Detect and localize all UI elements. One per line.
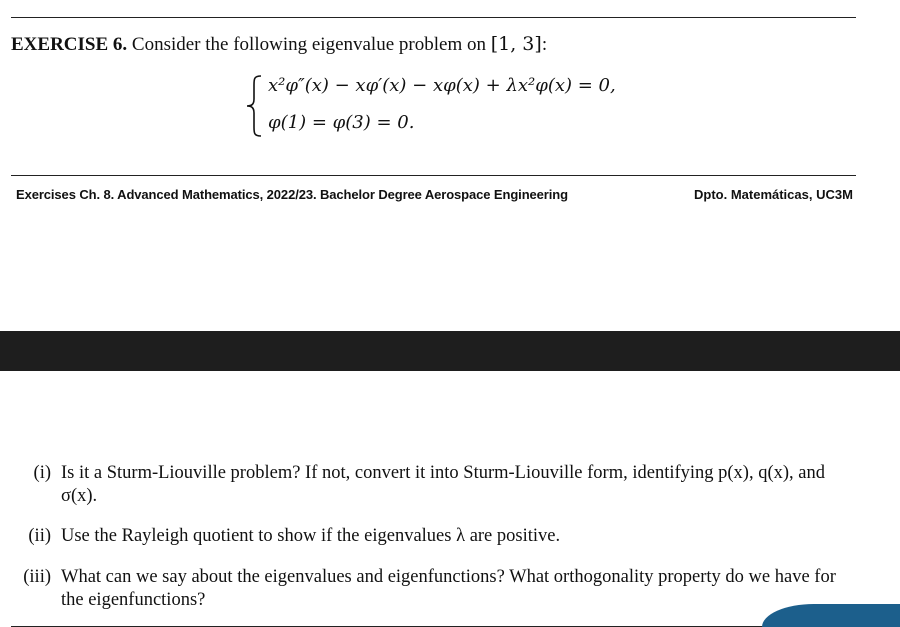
exercise-text: Consider the following eigenvalue problem on (131, 34, 486, 55)
exercise-colon: : (541, 34, 548, 55)
equation-system (244, 73, 664, 139)
question-item (33, 462, 861, 508)
question-text: What can we say about the eigenvalues and eigenfunctions? What orthogonality property do we have for the eigenfunctions? (61, 567, 836, 610)
top-rule (11, 17, 856, 18)
exercise-label: EXERCISE 6. (11, 34, 128, 55)
exercise-interval: [1, 3] (490, 33, 542, 55)
question-label: (iii) (23, 567, 51, 587)
question-item (28, 525, 861, 548)
differential-equation: x²φ″(x) − xφ′(x) − xφ(x) + λx²φ(x) = 0, (268, 75, 616, 96)
left-brace-icon (244, 73, 264, 139)
question-label: (ii) (28, 526, 51, 546)
question-label: (i) (33, 463, 51, 483)
footer-rule (11, 175, 856, 176)
footer-department: Dpto. Matemáticas, UC3M (694, 187, 853, 202)
exercise-heading (11, 33, 547, 56)
footer-course-info: Exercises Ch. 8. Advanced Mathematics, 2022/23. Bachelor Degree Aerospace Engineering (16, 187, 568, 202)
boundary-conditions: φ(1) = φ(3) = 0. (268, 112, 415, 133)
page-separator-band (0, 331, 900, 371)
question-text: Is it a Sturm-Liouville problem? If not, convert it into Sturm-Liouville form, identifying p(x), q(x), and σ(x). (61, 463, 826, 506)
question-text: Use the Rayleigh quotient to show if the eigenvalues λ are positive. (61, 526, 561, 546)
decorative-corner-shape (762, 604, 900, 627)
question-item (23, 566, 861, 612)
